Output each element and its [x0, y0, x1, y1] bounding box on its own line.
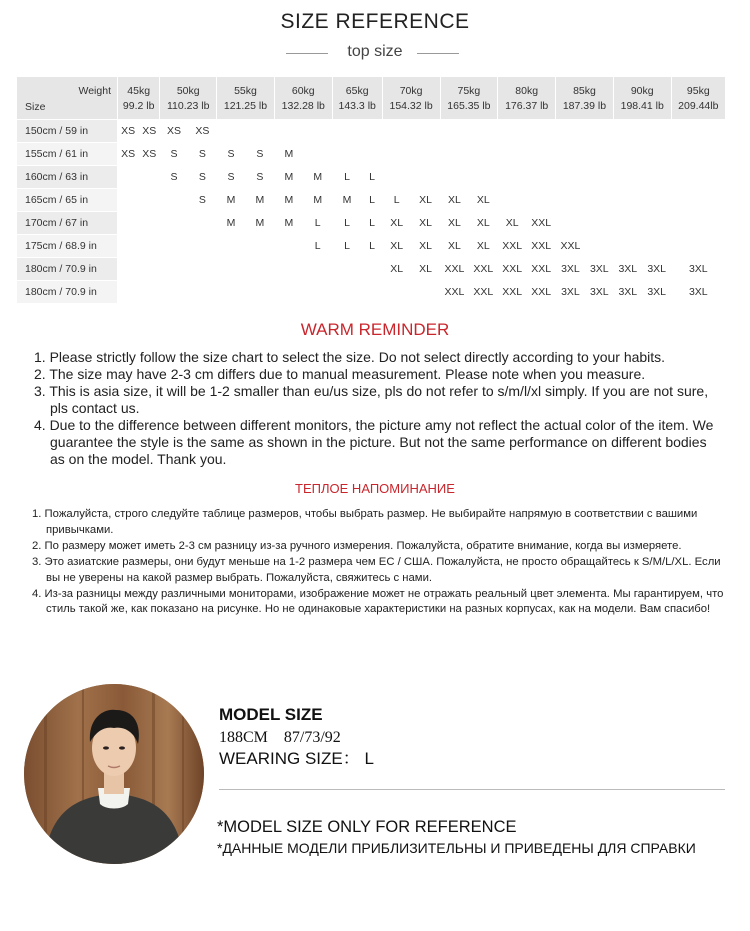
empty-cell [412, 143, 440, 165]
empty-cell [643, 235, 671, 257]
empty-cell [160, 212, 187, 234]
empty-cell [498, 143, 526, 165]
size-cell: 3XL [556, 258, 585, 280]
weight-header [614, 77, 671, 119]
size-cell: 3XL [614, 281, 642, 303]
size-cell: M [246, 212, 274, 234]
height-label: 160cm / 63 in [17, 166, 117, 188]
empty-cell [469, 166, 497, 188]
empty-cell [246, 120, 274, 142]
empty-cell [556, 143, 585, 165]
model-info [219, 705, 374, 770]
size-cell: XS [118, 120, 138, 142]
empty-cell [441, 143, 469, 165]
size-cell: L [333, 212, 362, 234]
empty-cell [362, 143, 381, 165]
empty-cell [556, 212, 585, 234]
warm-reminder-ru-item: 4. Из-за разницы между различными мониторами, изображение может не отражать реальный цвет элемента. Мы гарантируем, что стиль такой же, как показано на рисунке. Но не одинаковые характеристики на разных корпусах, как на модели. Вам спасибо! [32, 587, 724, 616]
size-cell: L [333, 235, 362, 257]
table-row [17, 235, 725, 257]
empty-cell [614, 212, 642, 234]
weight-lb: 198.41 lb [620, 99, 664, 112]
size-cell: XL [383, 212, 411, 234]
empty-cell [441, 120, 469, 142]
empty-cell [383, 143, 411, 165]
size-cell: XS [139, 120, 159, 142]
size-cell: 3XL [672, 281, 725, 303]
warm-reminder-ru-item: 3. Это азиатские размеры, они будут меньше на 1-2 размера чем ЕС / США. Пожалуйста, не просто обращайтесь к S/M/L/XL. Если вы не уверены на какой размер выбрать. Пожалуйста, свяжитесь с нами. [32, 555, 721, 584]
corner-cell [17, 77, 117, 119]
warm-reminder-item: 2. The size may have 2-3 cm differs due to manual measurement. Please note when you measure. [34, 366, 646, 382]
size-label: Size [25, 101, 46, 113]
empty-cell [498, 166, 526, 188]
size-cell: XXL [441, 281, 469, 303]
empty-cell [527, 189, 555, 211]
warm-reminder-item: 1. Please strictly follow the size chart to select the size. Do not select directly according to your habits. [34, 349, 666, 365]
weight-header [333, 77, 382, 119]
size-cell: S [217, 143, 245, 165]
empty-cell [275, 235, 303, 257]
warm-reminder-list [34, 349, 724, 468]
empty-cell [586, 212, 613, 234]
weight-kg: 65kg [345, 84, 369, 97]
empty-cell [614, 166, 642, 188]
size-cell: L [383, 189, 411, 211]
empty-cell [246, 281, 274, 303]
empty-cell [160, 258, 187, 280]
size-cell: XXL [556, 235, 585, 257]
weight-lb: 110.23 lb [167, 99, 210, 112]
empty-cell [139, 258, 159, 280]
warm-reminder-title: WARM REMINDER [300, 320, 450, 339]
table-row [17, 281, 725, 303]
empty-cell [118, 258, 138, 280]
size-cell: XL [383, 235, 411, 257]
warm-reminder-ru-list [32, 507, 732, 618]
empty-cell [189, 258, 216, 280]
size-cell: M [217, 212, 245, 234]
weight-header [556, 77, 613, 119]
weight-lb: 187.39 lb [562, 99, 607, 112]
empty-cell [217, 258, 245, 280]
empty-cell [333, 120, 362, 142]
size-cell: L [304, 235, 332, 257]
size-cell: S [160, 143, 187, 165]
empty-cell [412, 166, 440, 188]
empty-cell [498, 120, 526, 142]
size-cell: XL [441, 235, 469, 257]
empty-cell [118, 281, 138, 303]
weight-header [275, 77, 332, 119]
divider-right [417, 53, 459, 54]
size-cell: XXL [498, 258, 526, 280]
empty-cell [139, 235, 159, 257]
empty-cell [333, 143, 362, 165]
size-cell: XL [469, 189, 497, 211]
empty-cell [160, 281, 187, 303]
size-cell: M [333, 189, 362, 211]
height-label: 155cm / 61 in [17, 143, 117, 165]
size-cell: XL [498, 212, 526, 234]
size-cell: S [189, 189, 216, 211]
empty-cell [643, 166, 671, 188]
empty-cell [139, 212, 159, 234]
empty-cell [412, 281, 440, 303]
weight-lb: 121.25 lb [223, 99, 268, 112]
size-cell: XS [139, 143, 159, 165]
model-divider [219, 789, 725, 790]
size-cell: XL [441, 189, 469, 211]
weight-header [383, 77, 440, 119]
size-cell: S [160, 166, 187, 188]
size-cell: L [362, 212, 381, 234]
size-cell: XXL [527, 235, 555, 257]
size-cell: 3XL [586, 258, 613, 280]
empty-cell [118, 166, 138, 188]
size-cell: XXL [498, 281, 526, 303]
height-label: 175cm / 68.9 in [17, 235, 117, 257]
page-title: SIZE REFERENCE [280, 10, 470, 33]
size-cell: XXL [469, 258, 497, 280]
empty-cell [527, 143, 555, 165]
empty-cell [118, 235, 138, 257]
empty-cell [304, 120, 332, 142]
size-cell: XL [469, 212, 497, 234]
size-cell: M [275, 189, 303, 211]
size-cell: M [275, 166, 303, 188]
subtitle: top size [347, 43, 403, 60]
empty-cell [643, 212, 671, 234]
empty-cell [333, 258, 362, 280]
weight-kg: 95kg [686, 84, 710, 97]
size-cell: XL [412, 212, 440, 234]
empty-cell [139, 166, 159, 188]
size-cell: L [362, 235, 381, 257]
height-label: 170cm / 67 in [17, 212, 117, 234]
empty-cell [304, 258, 332, 280]
size-cell: M [304, 189, 332, 211]
empty-cell [556, 189, 585, 211]
size-cell: M [217, 189, 245, 211]
empty-cell [275, 120, 303, 142]
empty-cell [672, 143, 725, 165]
model-photo-illustration [24, 684, 204, 864]
empty-cell [139, 189, 159, 211]
model-note-en: *MODEL SIZE ONLY FOR REFERENCE [217, 818, 517, 836]
empty-cell [643, 189, 671, 211]
weight-kg: 85kg [573, 84, 596, 97]
empty-cell [383, 281, 411, 303]
model-size-title: MODEL SIZE [219, 705, 323, 724]
table-row [17, 189, 725, 211]
size-cell: L [333, 166, 362, 188]
empty-cell [246, 235, 274, 257]
size-cell: M [304, 166, 332, 188]
size-cell: 3XL [586, 281, 613, 303]
size-cell: XXL [469, 281, 497, 303]
weight-kg: 45kg [127, 84, 151, 97]
weight-kg: 90kg [630, 84, 654, 97]
size-table [16, 76, 726, 304]
weight-kg: 50kg [176, 84, 200, 97]
size-cell: M [275, 212, 303, 234]
size-cell: S [246, 143, 274, 165]
empty-cell [362, 258, 381, 280]
empty-cell [217, 120, 245, 142]
empty-cell [189, 281, 216, 303]
weight-kg: 60kg [291, 84, 315, 97]
empty-cell [586, 189, 613, 211]
empty-cell [160, 189, 187, 211]
size-cell: 3XL [643, 281, 671, 303]
empty-cell [527, 166, 555, 188]
size-cell: S [189, 143, 216, 165]
empty-cell [441, 166, 469, 188]
empty-cell [469, 120, 497, 142]
size-cell: XL [412, 189, 440, 211]
warm-reminder-ru-item: 1. Пожалуйста, строго следуйте таблице размеров, чтобы выбрать размер. Не выбирайте напрямую в соответствии с вашими привычками. [32, 508, 698, 536]
size-cell: XXL [498, 235, 526, 257]
weight-kg: 80kg [515, 84, 539, 97]
size-table-header [17, 77, 725, 119]
empty-cell [672, 166, 725, 188]
table-row [17, 212, 725, 234]
size-cell: XS [160, 120, 187, 142]
empty-cell [160, 235, 187, 257]
empty-cell [362, 281, 381, 303]
empty-cell [643, 120, 671, 142]
empty-cell [189, 212, 216, 234]
empty-cell [614, 189, 642, 211]
size-cell: M [246, 189, 274, 211]
size-cell: XL [383, 258, 411, 280]
size-cell: S [217, 166, 245, 188]
empty-cell [189, 235, 216, 257]
empty-cell [586, 120, 613, 142]
weight-header [441, 77, 498, 119]
empty-cell [217, 281, 245, 303]
empty-cell [304, 143, 332, 165]
warm-reminder-item: 4. Due to the difference between different monitors, the picture amy not reflect the actual color of the item. We guarantee the style is the same as shown in the picture. But not the same performance on different bodies as on the model. Thank you. [34, 417, 714, 467]
empty-cell [556, 120, 585, 142]
weight-lb: 154.32 lb [389, 99, 433, 112]
size-cell: S [189, 166, 216, 188]
empty-cell [672, 120, 725, 142]
weight-kg: 70kg [399, 84, 423, 97]
empty-cell [614, 120, 642, 142]
weight-header [118, 77, 159, 119]
empty-cell [586, 235, 613, 257]
weight-header [498, 77, 555, 119]
weight-kg: 55kg [234, 84, 257, 97]
empty-cell [412, 120, 440, 142]
weight-header [217, 77, 274, 119]
size-cell: XS [118, 143, 138, 165]
model-wearing-size: WEARING SIZE： L [219, 749, 374, 768]
table-row [17, 166, 725, 188]
empty-cell [333, 281, 362, 303]
empty-cell [643, 143, 671, 165]
height-label: 150cm / 59 in [17, 120, 117, 142]
height-label: 165cm / 65 in [17, 189, 117, 211]
empty-cell [304, 281, 332, 303]
empty-cell [672, 189, 725, 211]
empty-cell [614, 143, 642, 165]
size-cell: L [304, 212, 332, 234]
empty-cell [586, 166, 613, 188]
size-cell: XS [189, 120, 216, 142]
table-row [17, 258, 725, 280]
size-cell: 3XL [614, 258, 642, 280]
empty-cell [139, 281, 159, 303]
size-cell: XL [469, 235, 497, 257]
size-cell: XL [441, 212, 469, 234]
empty-cell [275, 258, 303, 280]
warm-reminder-ru-title: ТЕПЛОЕ НАПОМИНАНИЕ [295, 481, 455, 496]
empty-cell [383, 120, 411, 142]
empty-cell [672, 235, 725, 257]
size-cell: 3XL [556, 281, 585, 303]
empty-cell [246, 258, 274, 280]
empty-cell [217, 235, 245, 257]
empty-cell [672, 212, 725, 234]
weight-lb: 99.2 lb [122, 99, 155, 112]
weight-lb: 165.35 lb [447, 99, 491, 112]
weight-header [672, 77, 725, 119]
weight-lb: 209.44lb [678, 99, 719, 112]
size-cell: XL [412, 235, 440, 257]
model-measurements: 188CM 87/73/92 [219, 729, 341, 746]
size-cell: M [275, 143, 303, 165]
size-cell: XXL [527, 258, 555, 280]
size-cell: L [362, 189, 381, 211]
empty-cell [614, 235, 642, 257]
empty-cell [118, 189, 138, 211]
warm-reminder-item: 3. This is asia size, it will be 1-2 smaller than eu/us size, pls do not refer to s/m/l/xl simply. If you are not sure, pls contact us. [34, 383, 709, 416]
weight-lb: 132.28 lb [281, 99, 325, 112]
warm-reminder-ru-item: 2. По размеру может иметь 2-3 см разницу из-за ручного измерения. Пожалуйста, обратите внимание, когда вы измеряете. [32, 539, 682, 552]
weight-label: Weight [78, 85, 111, 97]
height-label: 180cm / 70.9 in [17, 258, 117, 280]
weight-lb: 176.37 lb [505, 99, 549, 112]
size-cell: L [362, 166, 381, 188]
height-label: 180cm / 70.9 in [17, 281, 117, 303]
empty-cell [383, 166, 411, 188]
subtitle-row [0, 42, 750, 64]
empty-cell [586, 143, 613, 165]
empty-cell [362, 120, 381, 142]
empty-cell [556, 166, 585, 188]
table-row [17, 143, 725, 165]
empty-cell [527, 120, 555, 142]
size-cell: XXL [441, 258, 469, 280]
model-photo [24, 684, 204, 864]
size-cell: XXL [527, 212, 555, 234]
weight-kg: 75kg [457, 84, 481, 97]
weight-header [160, 77, 216, 119]
weight-lb: 143.3 lb [338, 99, 376, 112]
size-cell: 3XL [672, 258, 725, 280]
empty-cell [498, 189, 526, 211]
size-cell: S [246, 166, 274, 188]
model-note-ru: *ДАННЫЕ МОДЕЛИ ПРИБЛИЗИТЕЛЬНЫ И ПРИВЕДЕНЫ ДЛЯ СПРАВКИ [217, 840, 696, 856]
size-cell: 3XL [643, 258, 671, 280]
size-cell: XXL [527, 281, 555, 303]
empty-cell [275, 281, 303, 303]
empty-cell [469, 143, 497, 165]
empty-cell [118, 212, 138, 234]
table-row [17, 120, 725, 142]
size-cell: XL [412, 258, 440, 280]
